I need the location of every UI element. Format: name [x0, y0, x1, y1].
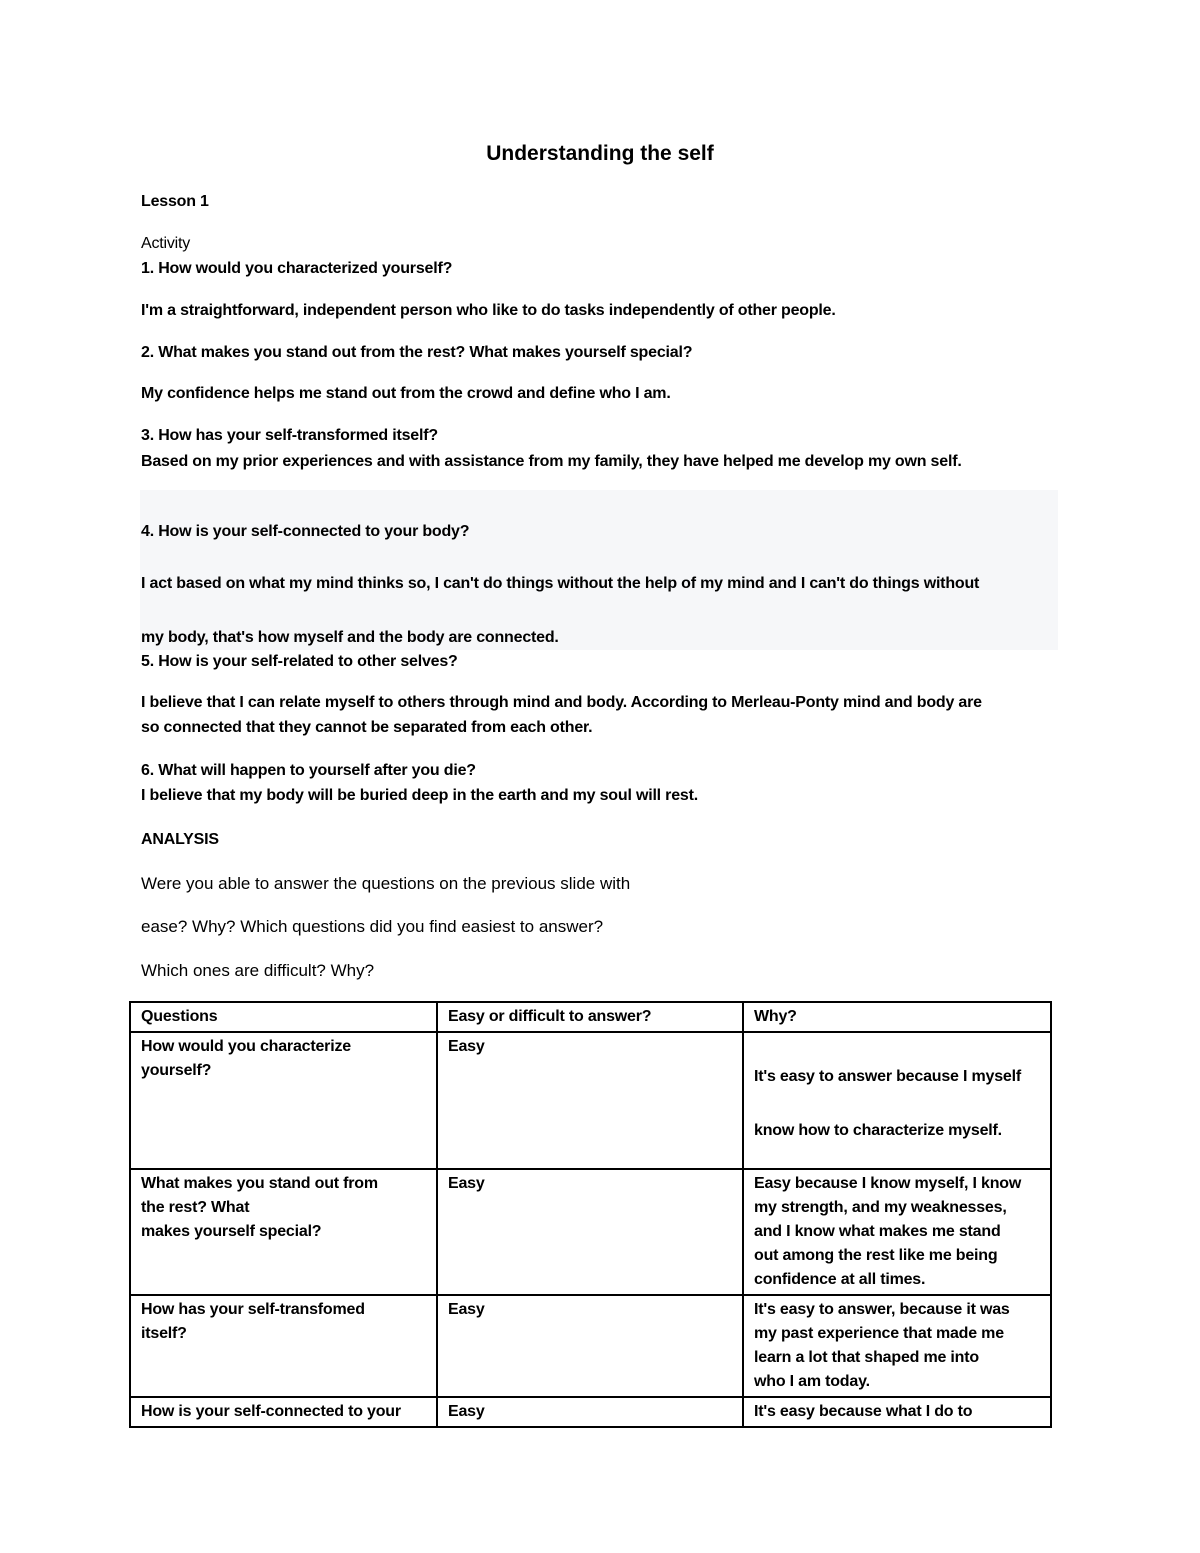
- cell-text: confidence at all times.: [754, 1271, 926, 1288]
- answer-2: My confidence helps me stand out from the crowd and define who I am.: [141, 385, 671, 402]
- question-1: 1. How would you characterized yourself?: [141, 260, 453, 277]
- table-header-why: Why?: [743, 1002, 1051, 1032]
- table-cell-question: [130, 1397, 437, 1427]
- question-6: 6. What will happen to yourself after you die?: [141, 762, 476, 779]
- question-4: 4. How is your self-connected to your body?: [141, 523, 470, 540]
- cell-text: learn a lot that shaped me into: [754, 1349, 979, 1366]
- table-header-row: [130, 1002, 1051, 1032]
- cell-text: the rest? What: [141, 1199, 250, 1216]
- table-cell-answer: Easy: [437, 1032, 743, 1169]
- cell-text: It's easy to answer because I myself: [754, 1068, 1021, 1085]
- cell-text: How is your self-connected to your: [141, 1403, 401, 1420]
- cell-text: makes yourself special?: [141, 1223, 322, 1240]
- table-cell-answer: Easy: [437, 1295, 743, 1397]
- cell-text: It's easy because what I do to: [754, 1403, 973, 1420]
- table-row: [130, 1169, 1051, 1295]
- cell-text: What makes you stand out from: [141, 1175, 378, 1192]
- table-cell-answer: Easy: [437, 1169, 743, 1295]
- answer-5-line-1: I believe that I can relate myself to others through mind and body. According to Merleau-Ponty mind and body are: [141, 694, 982, 711]
- table-row: [130, 1032, 1051, 1169]
- question-3: 3. How has your self-transformed itself?: [141, 427, 438, 444]
- question-2: 2. What makes you stand out from the rest? What makes yourself special?: [141, 344, 693, 361]
- cell-text: itself?: [141, 1325, 187, 1342]
- shaded-block: [140, 490, 1058, 650]
- answer-3: Based on my prior experiences and with assistance from my family, they have helped me develop my own self.: [141, 453, 962, 470]
- cell-text: Easy because I know myself, I know: [754, 1175, 1022, 1192]
- table-cell-why: [743, 1169, 1051, 1295]
- activity-label: Activity: [141, 235, 191, 252]
- answer-5-line-2: so connected that they cannot be separated from each other.: [141, 719, 593, 736]
- table-cell-why: [743, 1397, 1051, 1427]
- table-cell-why: [743, 1032, 1051, 1169]
- answer-4-line-2: my body, that's how myself and the body are connected.: [141, 629, 559, 646]
- table-row: [130, 1295, 1051, 1397]
- table-cell-why: [743, 1295, 1051, 1397]
- cell-text: out among the rest like me being: [754, 1247, 998, 1264]
- table-cell-question: [130, 1032, 437, 1169]
- cell-text: How has your self-transfomed: [141, 1301, 365, 1318]
- analysis-heading: ANALYSIS: [141, 831, 219, 848]
- cell-text: How would you characterize: [141, 1038, 351, 1055]
- answer-6: I believe that my body will be buried deep in the earth and my soul will rest.: [141, 787, 698, 804]
- analysis-line-1: Were you able to answer the questions on the previous slide with: [141, 874, 631, 893]
- table-row: [130, 1397, 1051, 1427]
- table-cell-question: [130, 1295, 437, 1397]
- analysis-line-3: Which ones are difficult? Why?: [141, 961, 375, 980]
- answer-4-line-1: I act based on what my mind thinks so, I can't do things without the help of my mind and I can't do things without: [141, 575, 980, 592]
- table-header-ease: Easy or difficult to answer?: [437, 1002, 743, 1032]
- cell-text: and I know what makes me stand: [754, 1223, 1001, 1240]
- analysis-table: [129, 1001, 1052, 1428]
- cell-text: my strength, and my weaknesses,: [754, 1199, 1007, 1216]
- table-header-questions: Questions: [130, 1002, 437, 1032]
- cell-text: yourself?: [141, 1062, 212, 1079]
- lesson-label: Lesson 1: [141, 193, 209, 210]
- analysis-line-2: ease? Why? Which questions did you find easiest to answer?: [141, 917, 604, 936]
- question-5: 5. How is your self-related to other selves?: [141, 653, 458, 670]
- table-cell-answer: Easy: [437, 1397, 743, 1427]
- cell-text: my past experience that made me: [754, 1325, 1004, 1342]
- cell-text: It's easy to answer, because it was: [754, 1301, 1010, 1318]
- cell-text: who I am today.: [754, 1373, 870, 1390]
- cell-text: know how to characterize myself.: [754, 1122, 1002, 1139]
- page-title: Understanding the self: [486, 142, 714, 165]
- answer-1: I'm a straightforward, independent person who like to do tasks independently of other people.: [141, 302, 836, 319]
- table-cell-question: [130, 1169, 437, 1295]
